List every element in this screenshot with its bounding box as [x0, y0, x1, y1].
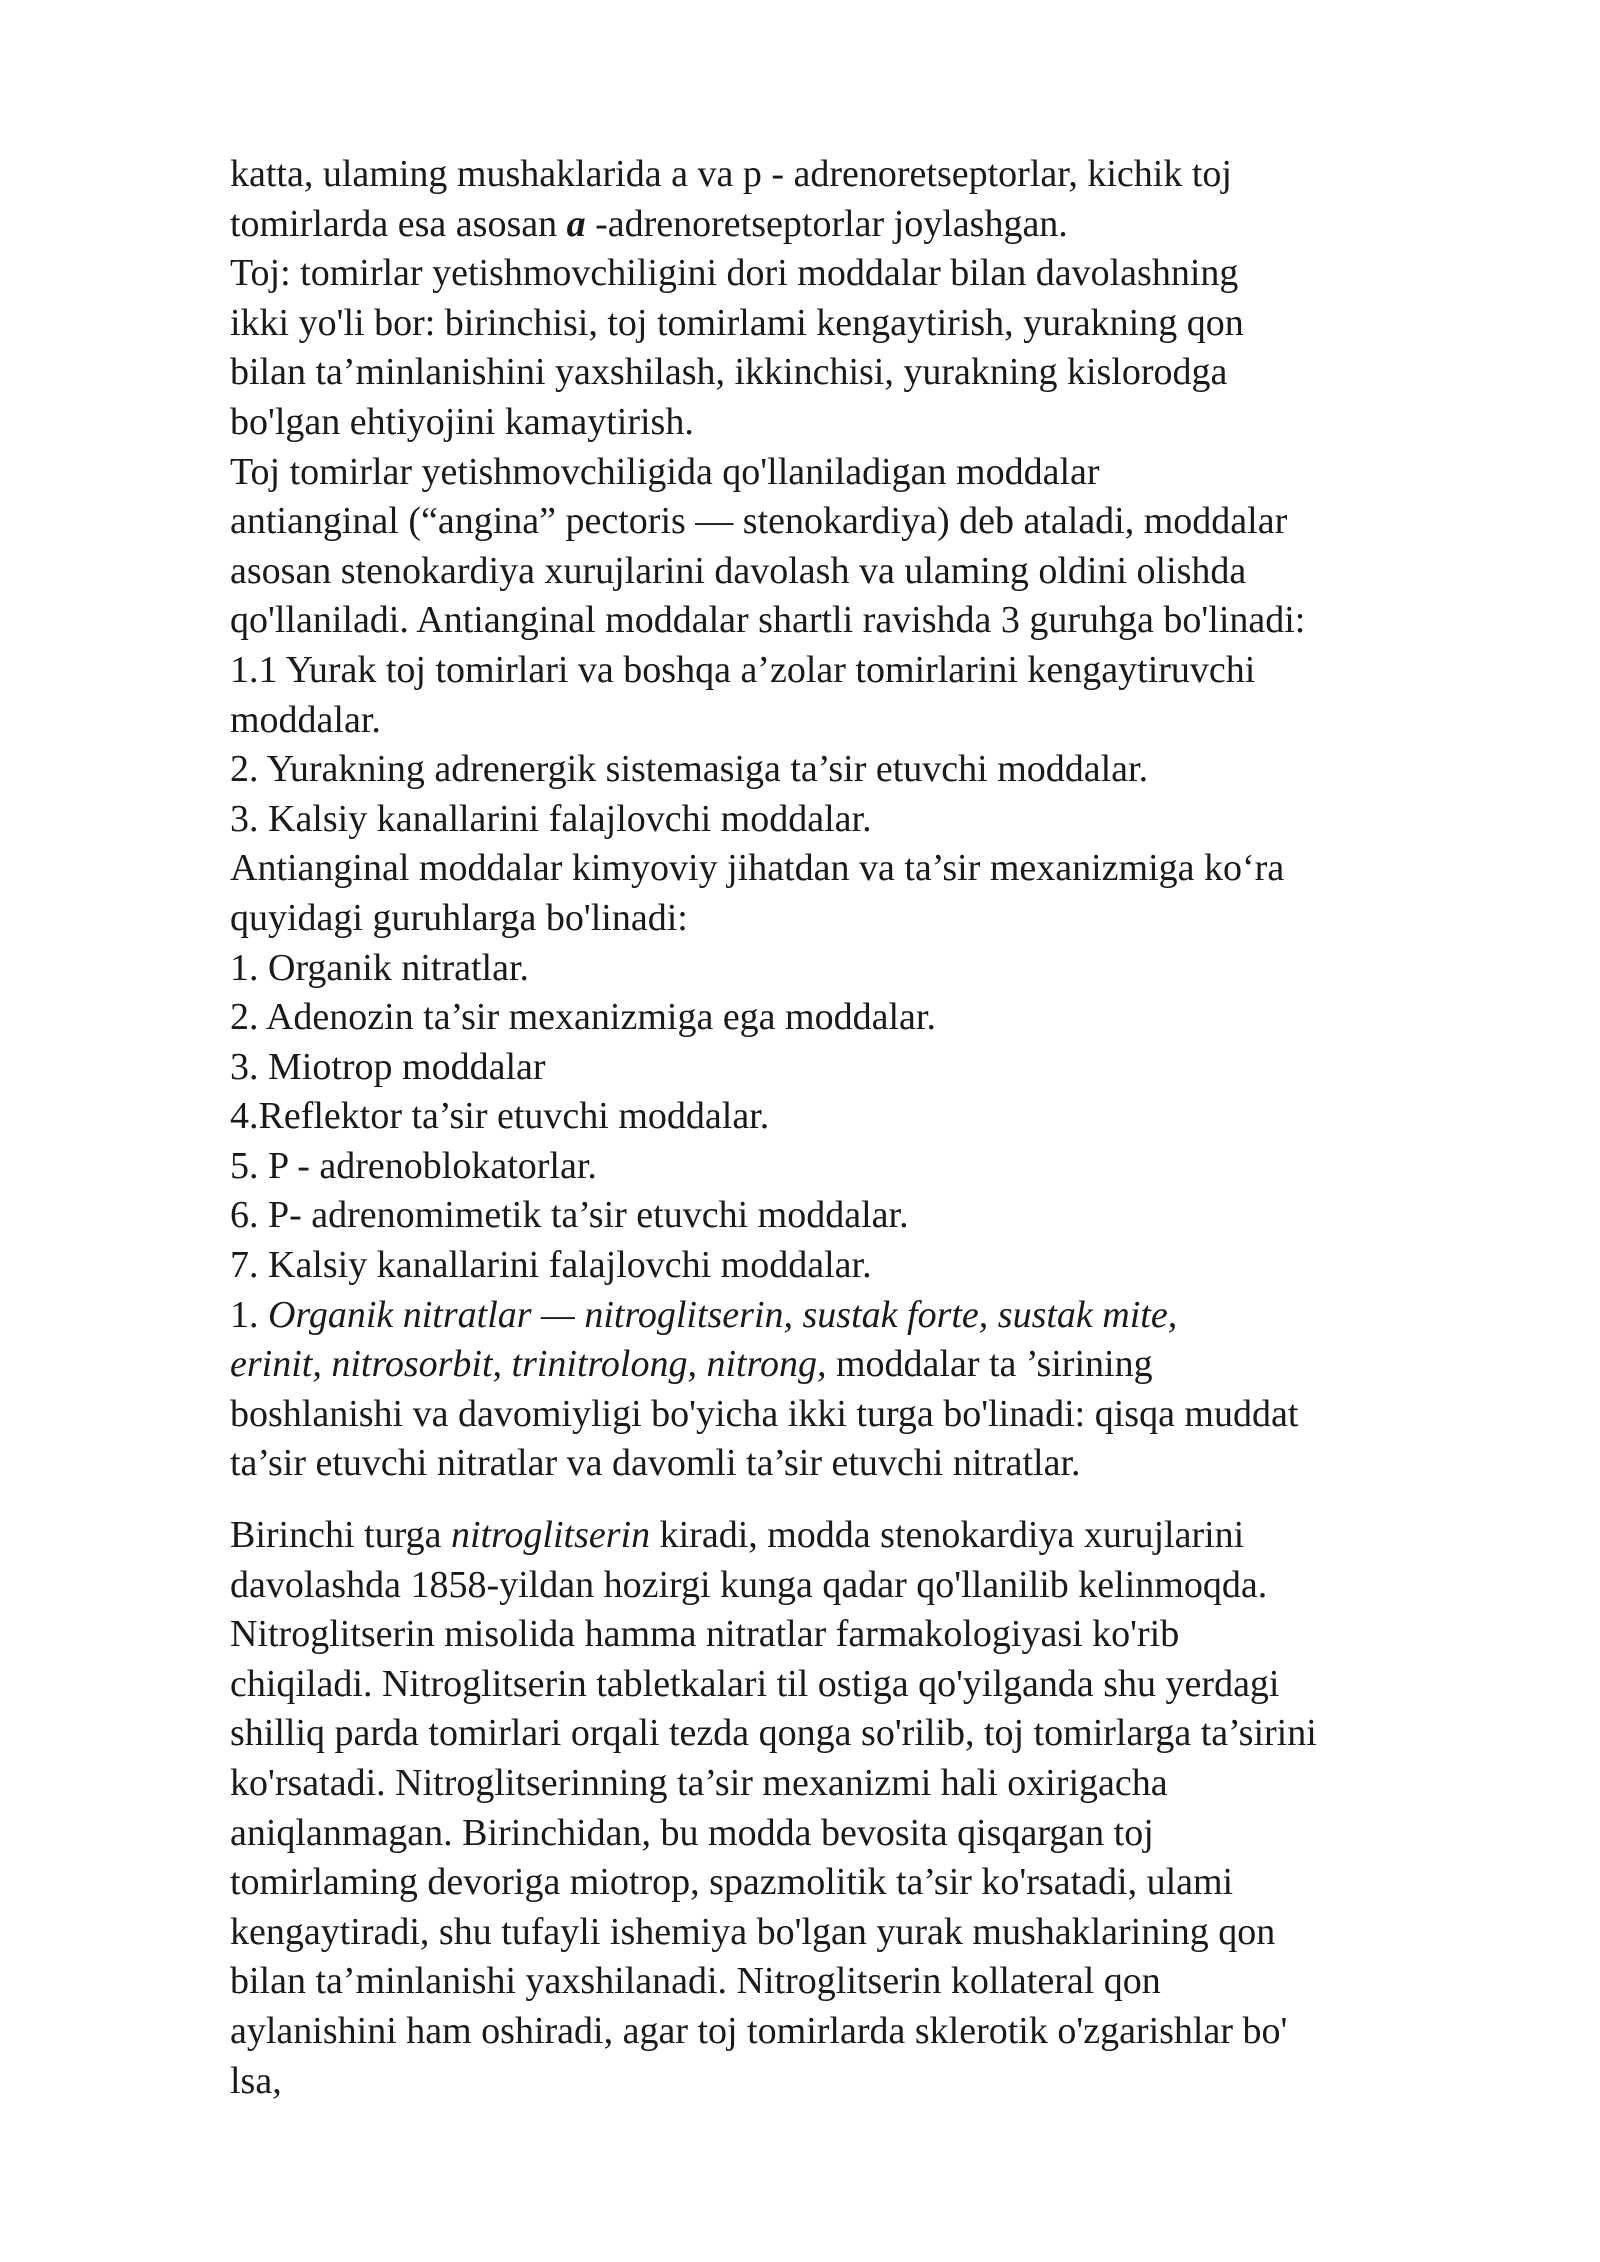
list-item: 1. Organik nitratlar.: [230, 946, 530, 989]
text-line: quyidagi guruhlarga bo'linadi:: [230, 896, 688, 939]
text-line: bilan ta’minlanishini yaxshilash, ikkinchisi, yurakning kislorodga: [230, 351, 1228, 394]
text-line: Nitroglitserin misolida hamma nitratlar farmakologiyasi ko'rib: [230, 1613, 1180, 1656]
document-page: [230, 150, 1520, 2106]
text-line: 1. Organik nitratlar — nitroglitserin, sustak forte, sustak mite,: [230, 1293, 1178, 1336]
text-line: bo'lgan ehtiyojini kamaytirish.: [230, 400, 694, 443]
text-line: aylanishini ham oshiradi, agar toj tomirlarda sklerotik o'zgarishlar bo': [230, 2009, 1288, 2052]
text-line: erinit, nitrosorbit, trinitrolong, nitrong, moddalar ta ’sirining: [230, 1343, 1153, 1386]
drug-name-italic: nitroglitserin: [450, 1514, 651, 1557]
drug-names-italic: erinit, nitrosorbit, trinitrolong, nitrong,: [230, 1343, 827, 1386]
text-line: tomirlaming devoriga miotrop, spazmolitik ta’sir ko'rsatadi, ulami: [230, 1861, 1234, 1904]
text-line: Birinchi turga nitroglitserin kiradi, modda stenokardiya xurujlarini: [230, 1514, 1245, 1557]
text-line: moddalar.: [230, 698, 381, 741]
text-line: Toj tomirlar yetishmovchiligida qo'llaniladigan moddalar: [230, 450, 1100, 493]
text-line: shilliq parda tomirlari orqali tezda qonga so'rilib, toj tomirlarga ta’sirini: [230, 1712, 1317, 1755]
text-line: antianginal (“angina” pectoris — stenokardiya) deb ataladi, moddalar: [230, 500, 1288, 543]
paragraph-gap: [230, 1489, 1520, 1511]
text-line: Toj: tomirlar yetishmovchiligini dori moddalar bilan davolashning: [230, 252, 1239, 295]
text-line: kengaytiradi, shu tufayli ishemiya bo'lgan yurak mushaklarining qon: [230, 1910, 1276, 1953]
text-line: aniqlanmagan. Birinchidan, bu modda bevosita qisqargan toj: [230, 1811, 1154, 1854]
list-item: 2. Yurakning adrenergik sistemasiga ta’sir etuvchi moddalar.: [230, 748, 1149, 791]
list-item: 5. P - adrenoblokatorlar.: [230, 1144, 597, 1187]
text-line: ikki yo'li bor: birinchisi, toj tomirlami kengaytirish, yurakning qon: [230, 301, 1244, 344]
text-line: qo'llaniladi. Antianginal moddalar shartli ravishda 3 guruhga bo'linadi:: [230, 599, 1306, 642]
text-line: Antianginal moddalar kimyoviy jihatdan va ta’sir mexanizmiga ko‘ra: [230, 847, 1285, 890]
text-line: katta, ulaming mushaklarida a va p - adrenoretseptorlar, kichik toj: [230, 153, 1232, 195]
list-item: 4.Reflektor ta’sir etuvchi moddalar.: [230, 1095, 770, 1138]
text-line: asosan stenokardiya xurujlarini davolash va ulaming oldini olishda: [230, 549, 1247, 592]
text-line: chiqiladi. Nitroglitserin tabletkalari til ostiga qo'yilganda shu yerdagi: [230, 1662, 1280, 1705]
text-line: tomirlarda esa asosan a -adrenoretseptorlar joylashgan.: [230, 202, 1068, 245]
alpha-symbol: a: [566, 202, 586, 245]
list-item: 2. Adenozin ta’sir mexanizmiga ega moddalar.: [230, 996, 936, 1039]
list-item: 3. Kalsiy kanallarini falajlovchi moddalar.: [230, 797, 872, 840]
text-line: boshlanishi va davomiyligi bo'yicha ikki turga bo'linadi: qisqa muddat: [230, 1392, 1299, 1435]
text-line: davolashda 1858-yildan hozirgi kunga qadar qo'llanilib kelinmoqda.: [230, 1563, 1268, 1606]
list-item: 6. P- adrenomimetik ta’sir etuvchi moddalar.: [230, 1194, 909, 1237]
text-line: bilan ta’minlanishi yaxshilanadi. Nitroglitserin kollateral qon: [230, 1960, 1161, 2003]
text-line: ko'rsatadi. Nitroglitserinning ta’sir mexanizmi hali oxirigacha: [230, 1762, 1168, 1804]
list-item: 3. Miotrop moddalar: [230, 1045, 546, 1088]
list-item: 7. Kalsiy kanallarini falajlovchi moddalar.: [230, 1244, 872, 1287]
drug-names-italic: Organik nitratlar — nitroglitserin, sustak forte, sustak mite,: [268, 1293, 1178, 1336]
text-line: lsa,: [230, 2059, 282, 2102]
list-item: 1.1 Yurak toj tomirlari va boshqa a’zolar tomirlarini kengaytiruvchi: [230, 648, 1256, 691]
text-line: ta’sir etuvchi nitratlar va davomli ta’sir etuvchi nitratlar.: [230, 1442, 1081, 1485]
